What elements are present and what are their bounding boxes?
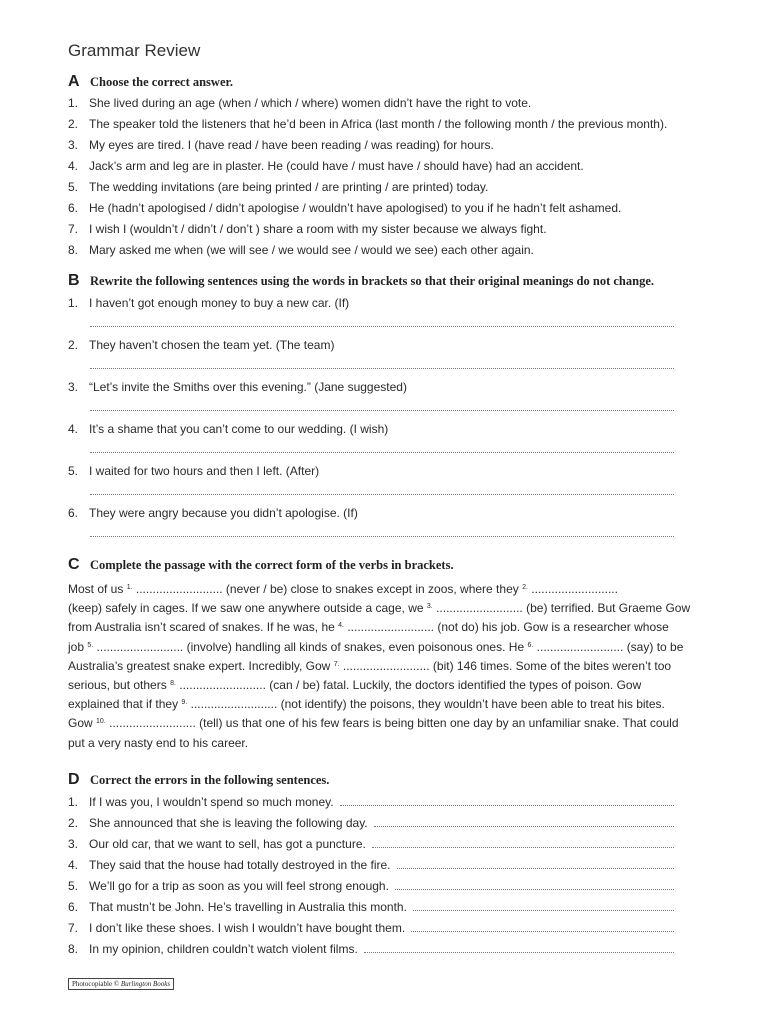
list-item: 4. It’s a shame that you can’t come to our wedding. (I wish) — [68, 422, 389, 436]
publisher-name: Burlington Books — [120, 980, 171, 988]
section-a-instruction: Choose the correct answer. — [90, 75, 234, 89]
list-item: 6. He (hadn’t apologised / didn’t apologise / wouldn’t have apologised) to you if he hadn’t felt ashamed. — [68, 201, 622, 215]
list-item: 3. Our old car, that we want to sell, has got a puncture. — [68, 836, 674, 852]
list-item: 3. “Let’s invite the Smiths over this evening.” (Jane suggested) — [68, 380, 407, 394]
section-c-heading — [68, 556, 454, 574]
list-item: 4. Jack’s arm and leg are in plaster. He (could have / must have / should have) had an accident. — [68, 159, 584, 173]
answer-line[interactable] — [90, 452, 674, 453]
list-item: 7. I don’t like these shoes. I wish I wouldn’t have bought them. — [68, 920, 674, 936]
copyright-footer: Photocopiable © Burlington Books — [68, 978, 174, 990]
section-a-heading — [68, 73, 233, 91]
list-item: 2. She announced that she is leaving the following day. — [68, 815, 674, 831]
list-item: 2. They haven’t chosen the team yet. (The team) — [68, 338, 335, 352]
answer-line[interactable] — [364, 941, 674, 953]
list-item: 5. We’ll go for a trip as soon as you will feel strong enough. — [68, 878, 674, 894]
section-d-heading — [68, 771, 329, 789]
answer-line[interactable] — [397, 857, 674, 869]
section-b-instruction: Rewrite the following sentences using the words in brackets so that their original meanings do not change. — [90, 274, 655, 288]
list-item: 6. They were angry because you didn’t apologise. (If) — [68, 506, 358, 520]
answer-line[interactable] — [340, 794, 674, 806]
list-item: 1. If I was you, I wouldn’t spend so much money. — [68, 794, 674, 810]
answer-line[interactable] — [395, 878, 674, 890]
blank-9[interactable]: .......................... — [190, 697, 278, 712]
section-d-letter: D — [68, 771, 80, 788]
section-c-letter: C — [68, 556, 80, 573]
blank-5[interactable]: .......................... — [96, 639, 184, 654]
section-c-instruction: Complete the passage with the correct form of the verbs in brackets. — [90, 558, 454, 572]
answer-line[interactable] — [372, 836, 674, 848]
blank-3[interactable]: .......................... — [436, 601, 523, 616]
cloze-passage: Most of us $^{1.}$ .......................... (never / be) close to snakes except in zoos, where they $^{2.}$ .......................... (keep) safely in cages. If we saw one anywhere outside a cage, we $^{3.}$ .......................... (be) terrified. But Graeme Gow from Australia isn’t scared of snakes. If he was, he $^{4.}$ .......................... (not do) his job. Gow is a researcher whose job $^{5.}$ .......................... (involve) handling all kinds of snakes, even poisonous ones. He $^{6.}$ .......................... (say) to be Australia’s greatest snake expert. Incredibly, Gow $^{7.}$ .......................... (bit) 146 times. Some of the bites weren’t too serious, but others $^{8.}$ .......................... (can / be) fatal. Luckily, the doctors identified the types of poison. Gow explained that if they $^{9.}$ .......................... (not identify) the poisons, they wouldn’t have been able to treat his bites. Gow $^{10.}$ .......................... (tell) us that one of his few fears is being bitten one day by an unfamiliar snake. That could put a very nasty end to his career. — [68, 582, 691, 750]
list-item: 1. I haven’t got enough money to buy a new car. (If) — [68, 296, 350, 310]
list-item: 3. My eyes are tired. I (have read / have been reading / was reading) for hours. — [68, 138, 494, 152]
list-item: 5. I waited for two hours and then I left. (After) — [68, 464, 320, 478]
list-item: 4. They said that the house had totally destroyed in the fire. — [68, 857, 674, 873]
blank-4[interactable]: .......................... — [347, 620, 435, 635]
blank-2[interactable]: .......................... — [531, 582, 618, 596]
list-item: 6. That mustn’t be John. He’s travelling in Australia this month. — [68, 899, 674, 915]
blank-8[interactable]: .......................... — [179, 677, 266, 692]
section-d-instruction: Correct the errors in the following sentences. — [90, 773, 330, 787]
answer-line[interactable] — [90, 494, 674, 495]
page-title: Grammar Review — [68, 41, 201, 60]
blank-7[interactable]: .......................... — [342, 658, 430, 673]
section-b-heading — [68, 272, 654, 290]
list-item: 8. Mary asked me when (we will see / we would see / would we see) each other again. — [68, 243, 534, 257]
blank-6[interactable]: .......................... — [536, 639, 624, 654]
answer-line[interactable] — [413, 899, 674, 911]
list-item: 1. She lived during an age (when / which / where) women didn’t have the right to vote. — [68, 96, 532, 110]
answer-line[interactable] — [90, 536, 674, 537]
answer-line[interactable] — [90, 326, 674, 327]
blank-1[interactable]: .......................... — [135, 582, 223, 596]
list-item: 7. I wish I (wouldn’t / didn’t / don’t ) share a room with my sister because we always fight. — [68, 222, 547, 236]
answer-line[interactable] — [90, 368, 674, 369]
list-item: 5. The wedding invitations (are being printed / are printing / are printed) today. — [68, 180, 489, 194]
list-item: 2. The speaker told the listeners that he’d been in Africa (last month / the following month / the previous month). — [68, 117, 668, 131]
answer-line[interactable] — [374, 815, 674, 827]
blank-10[interactable]: .......................... — [109, 716, 196, 731]
answer-line[interactable] — [411, 920, 674, 932]
section-a-letter: A — [68, 73, 80, 90]
section-b-letter: B — [68, 272, 80, 289]
list-item: 8. In my opinion, children couldn’t watch violent films. — [68, 941, 674, 957]
answer-line[interactable] — [90, 410, 674, 411]
